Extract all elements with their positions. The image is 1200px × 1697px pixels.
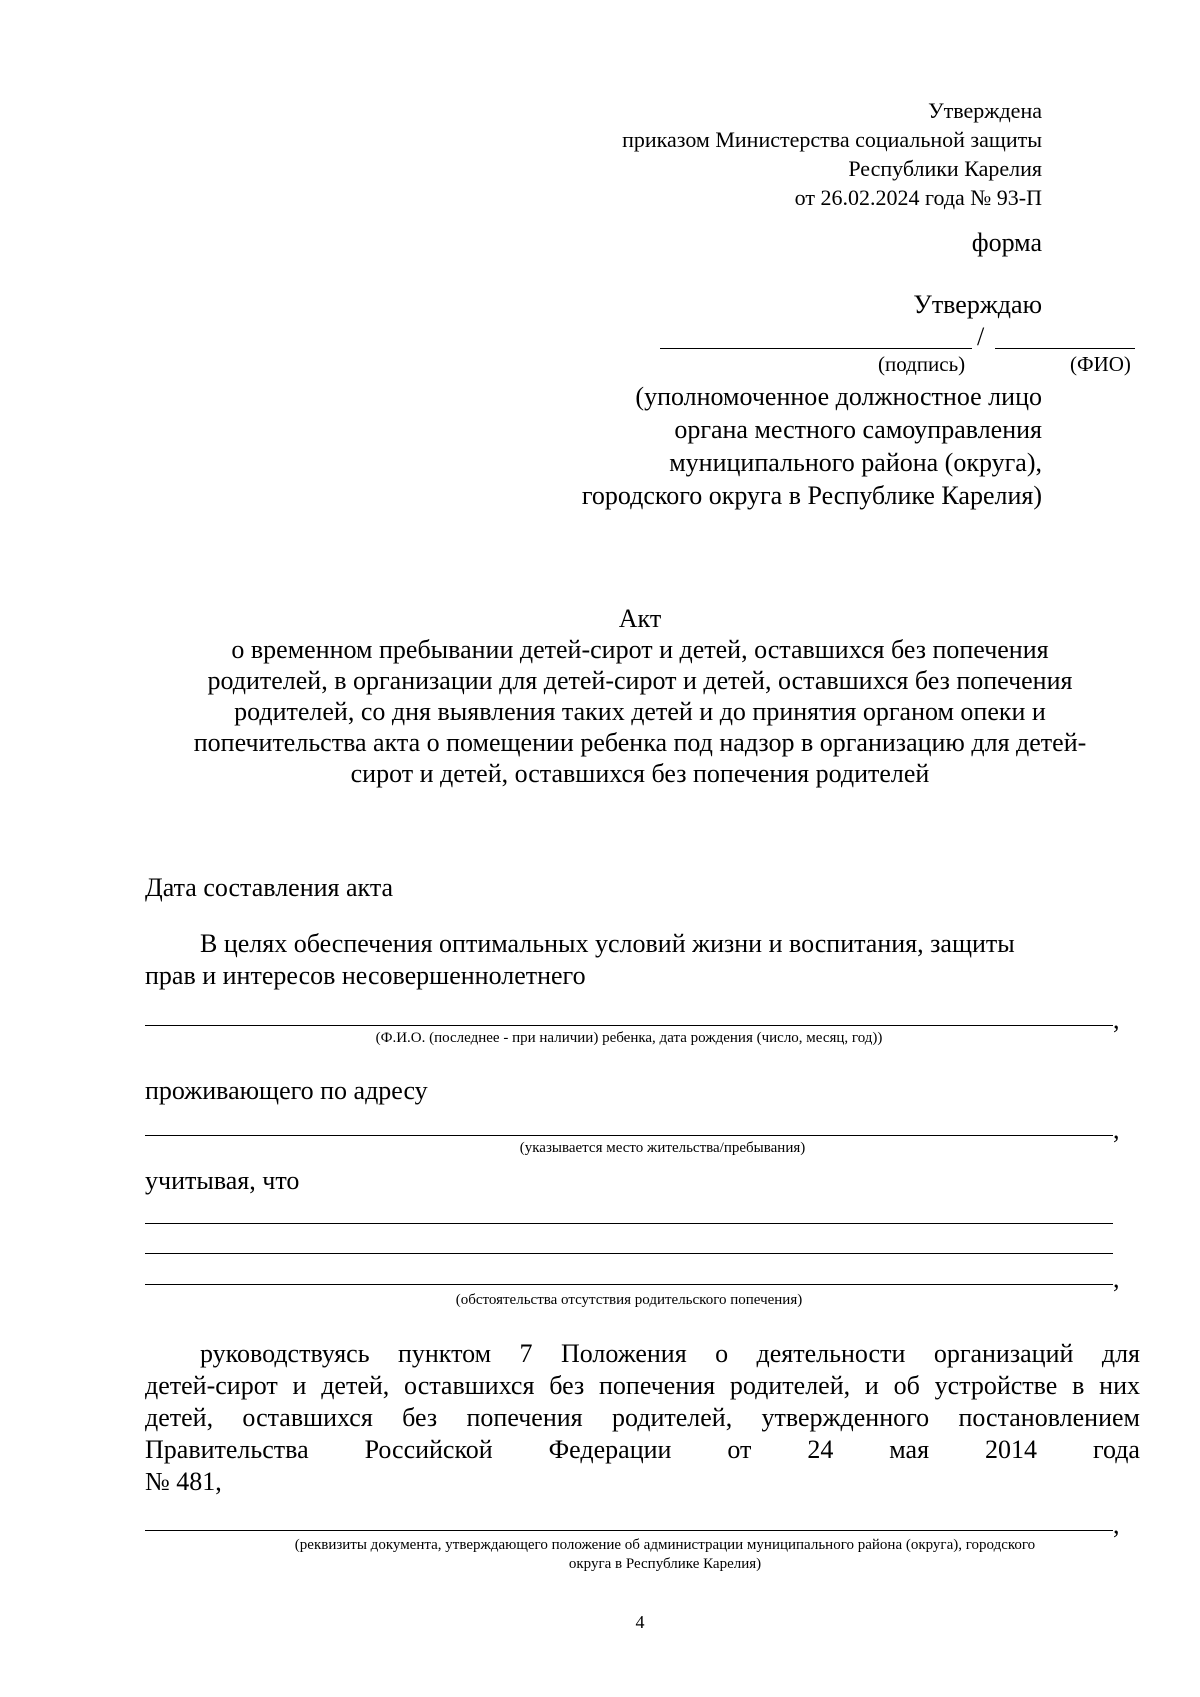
child-line-comma: , xyxy=(1113,1005,1120,1034)
residence-line[interactable] xyxy=(145,1135,1113,1136)
act-title-line-5: сирот и детей, оставшихся без попечения родителей xyxy=(350,759,930,788)
act-title-line-3: родителей, со дня выявления таких детей и до принятия органом опеки и xyxy=(234,697,1046,726)
form-label: форма xyxy=(971,228,1042,257)
guidance-word: года xyxy=(1092,1435,1140,1464)
fio-caption: (ФИО) xyxy=(1070,352,1131,376)
guidance-line-3 xyxy=(145,1402,1140,1433)
requisites-caption xyxy=(145,1536,1185,1574)
requisites-caption-line-1: (реквизиты документа, утверждающего положение об администрации муниципального района (округа), городского xyxy=(294,1537,1036,1553)
official-line-4: городского округа в Республике Карелия) xyxy=(581,481,1042,510)
circumstances-line-comma: , xyxy=(1113,1264,1120,1293)
residence-caption: (указывается место жительства/пребывания) xyxy=(519,1140,806,1156)
circumstances-caption: (обстоятельства отсутствия родительского попечения) xyxy=(455,1292,803,1308)
guidance-line-2-text: детей-сирот и детей, оставшихся без попечения родителей, и об устройстве в них xyxy=(145,1371,1140,1400)
approval-line-1: Утверждена xyxy=(928,98,1042,123)
approve-title: Утверждаю xyxy=(913,290,1042,319)
guidance-line-5: № 481, xyxy=(145,1467,222,1496)
purpose-line-2: прав и интересов несовершеннолетнего xyxy=(145,961,586,990)
signature-line[interactable] xyxy=(660,348,972,349)
circumstances-line-1[interactable] xyxy=(145,1223,1113,1224)
guidance-line-2 xyxy=(145,1370,1140,1401)
residence-label: проживающего по адресу xyxy=(145,1076,428,1105)
guidance-word: 24 xyxy=(807,1435,834,1464)
guidance-word: Правительства xyxy=(145,1435,309,1464)
guidance-line-4 xyxy=(145,1434,1140,1465)
act-title-line-4: попечительства акта о помещении ребенка под надзор в организацию для детей- xyxy=(193,728,1087,757)
page-number: 4 xyxy=(635,1612,645,1632)
considering-label: учитывая, что xyxy=(145,1166,300,1195)
act-title-line-2: родителей, в организации для детей-сирот и детей, оставшихся без попечения xyxy=(207,666,1073,695)
requisites-line[interactable] xyxy=(145,1530,1113,1531)
official-line-1: (уполномоченное должностное лицо xyxy=(635,382,1042,411)
date-label: Дата составления акта xyxy=(145,873,394,902)
approval-line-2: приказом Министерства социальной защиты xyxy=(622,127,1042,152)
guidance-word: 2014 xyxy=(985,1435,1037,1464)
official-block xyxy=(342,380,1042,512)
official-line-2: органа местного самоуправления xyxy=(674,415,1042,444)
act-title xyxy=(120,603,1160,789)
requisites-line-comma: , xyxy=(1113,1510,1120,1539)
child-fio-line[interactable] xyxy=(145,1025,1113,1026)
requisites-caption-line-2: округа в Республике Карелия) xyxy=(568,1556,762,1572)
guidance-line-1 xyxy=(200,1338,1140,1369)
guidance-word: Российской xyxy=(364,1435,493,1464)
circumstances-line-2[interactable] xyxy=(145,1253,1113,1254)
guidance-word: Федерации xyxy=(548,1435,672,1464)
purpose-line-1: В целях обеспечения оптимальных условий жизни и воспитания, защиты xyxy=(200,929,1015,958)
guidance-line-3-text: детей, оставшихся без попечения родителей, утвержденного постановлением xyxy=(145,1403,1140,1432)
official-line-3: муниципального района (округа), xyxy=(669,448,1042,477)
signature-caption: (подпись) xyxy=(878,352,966,376)
approval-line-3: Республики Карелия xyxy=(848,156,1042,181)
approval-line-4: от 26.02.2024 года № 93-П xyxy=(794,185,1042,210)
guidance-word: мая xyxy=(889,1435,930,1464)
signature-slash: / xyxy=(977,322,985,351)
circumstances-line-3[interactable] xyxy=(145,1284,1113,1285)
approval-block xyxy=(442,96,1042,212)
residence-line-comma: , xyxy=(1113,1115,1120,1144)
guidance-word: от xyxy=(727,1435,752,1464)
fio-line[interactable] xyxy=(995,348,1135,349)
child-caption: (Ф.И.О. (последнее - при наличии) ребенка, дата рождения (число, месяц, год)) xyxy=(375,1030,883,1046)
guidance-line-1-text: руководствуясь пунктом 7 Положения о деятельности организаций для xyxy=(200,1339,1140,1368)
act-title-line-1: о временном пребывании детей-сирот и детей, оставшихся без попечения xyxy=(231,635,1049,664)
act-heading: Акт xyxy=(618,604,662,633)
